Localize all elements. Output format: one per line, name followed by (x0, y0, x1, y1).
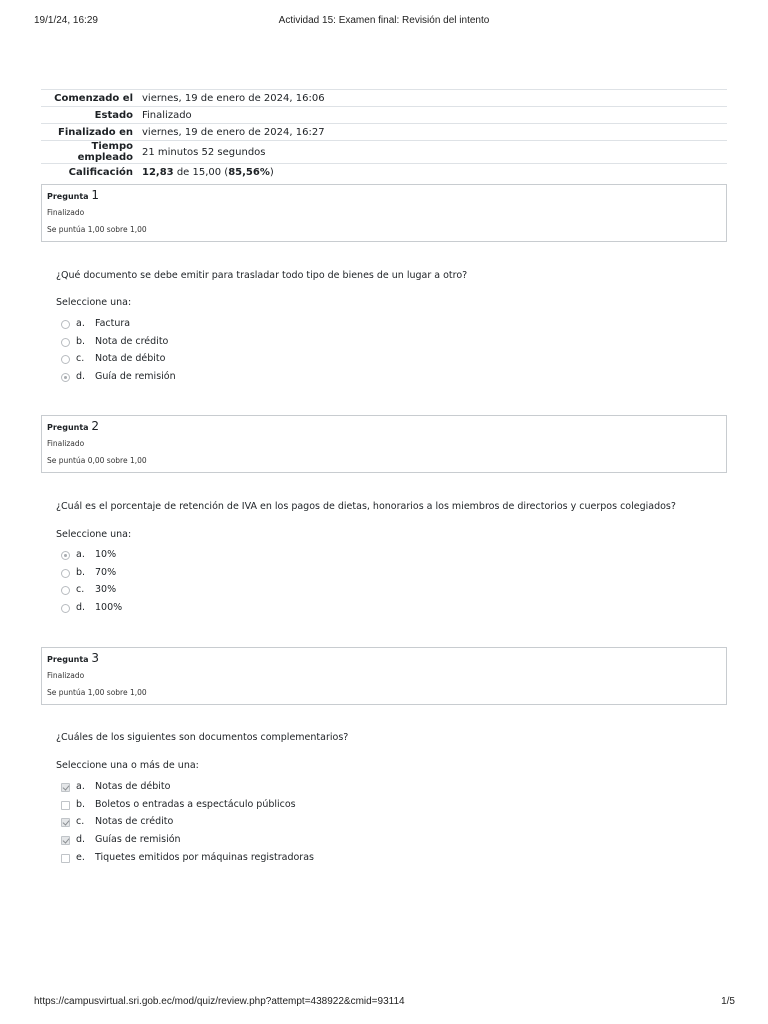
grade-value (142, 164, 727, 181)
grade-score: 12,83 (142, 166, 174, 178)
answer-text: Tiquetes emitidos por máquinas registradoras (95, 851, 314, 863)
question-grade: Se puntúa 1,00 sobre 1,00 (47, 688, 147, 697)
answer-text: Guía de remisión (95, 371, 176, 383)
print-page-number: 1/5 (721, 996, 735, 1007)
answer-letter: c. (76, 353, 85, 365)
summary-row-state (41, 107, 727, 124)
question-2-info (41, 415, 727, 473)
answer-text: Boletos o entradas a espectáculo públicos (95, 798, 296, 810)
question-1-text: ¿Qué documento se debe emitir para trasladar todo tipo de bienes de un lugar a otro? (56, 270, 468, 281)
summary-row-grade (41, 164, 727, 181)
answer-letter: c. (76, 816, 85, 828)
radio-button[interactable] (61, 373, 70, 382)
answer-letter: e. (76, 851, 85, 863)
summary-label: Comenzado el (41, 90, 142, 107)
attempt-summary-table (41, 89, 727, 181)
answer-text: Factura (95, 318, 131, 329)
question-grade: Se puntúa 1,00 sobre 1,00 (47, 225, 147, 234)
question-state: Finalizado (47, 439, 85, 448)
radio-button[interactable] (61, 586, 70, 595)
summary-label: Tiempo empleado (41, 141, 142, 164)
checkbox[interactable] (61, 836, 70, 845)
radio-button[interactable] (61, 355, 70, 364)
summary-label: Estado (41, 107, 142, 124)
answer-letter: c. (76, 584, 85, 596)
summary-value: viernes, 19 de enero de 2024, 16:27 (142, 124, 727, 141)
checkbox[interactable] (61, 783, 70, 792)
question-state: Finalizado (47, 208, 85, 217)
summary-value: Finalizado (142, 107, 727, 124)
question-2-prompt: Seleccione una: (56, 529, 132, 540)
answer-text: 70% (95, 566, 117, 578)
answer-text: Notas de débito (95, 781, 171, 792)
checkbox[interactable] (61, 854, 70, 863)
answer-letter: d. (76, 371, 86, 383)
grade-end: ) (269, 166, 274, 178)
question-1-prompt: Seleccione una: (56, 297, 132, 308)
print-datetime: 19/1/24, 16:29 (34, 15, 98, 26)
question-number (47, 651, 99, 665)
print-header (0, 15, 768, 31)
grade-percent: 85,56% (228, 166, 270, 178)
question-grade: Se puntúa 0,00 sobre 1,00 (47, 456, 147, 465)
print-footer (0, 996, 768, 1012)
question-2-text: ¿Cuál es el porcentaje de retención de IVA en los pagos de dietas, honorarios a los miembros de directorios y cuerpos colegiados? (56, 501, 676, 512)
radio-button[interactable] (61, 338, 70, 347)
summary-row-started (41, 90, 727, 107)
answer-letter: a. (76, 549, 85, 560)
question-label: Pregunta (47, 192, 89, 201)
question-number-value: 2 (91, 419, 100, 433)
grade-mid: de 15,00 ( (173, 166, 229, 178)
answer-letter: b. (76, 335, 86, 347)
question-label: Pregunta (47, 655, 89, 664)
radio-button[interactable] (61, 320, 70, 329)
question-label: Pregunta (47, 423, 89, 432)
answer-text: Nota de débito (95, 353, 166, 365)
summary-label: Calificación (41, 164, 142, 181)
summary-label: Finalizado en (41, 124, 142, 141)
question-3-text: ¿Cuáles de los siguientes son documentos complementarios? (56, 732, 349, 743)
question-number-value: 3 (91, 651, 100, 665)
question-3-info (41, 647, 727, 705)
answer-text: 30% (95, 584, 117, 596)
answer-text: Guías de remisión (95, 834, 181, 846)
print-url: https://campusvirtual.sri.gob.ec/mod/quiz/review.php?attempt=438922&cmid=93114 (34, 996, 405, 1007)
question-3-prompt: Seleccione una o más de una: (56, 760, 199, 771)
answer-letter: a. (76, 781, 85, 792)
print-page-title: Actividad 15: Examen final: Revisión del intento (278, 15, 490, 26)
answer-text: 10% (95, 549, 117, 560)
answer-letter: d. (76, 602, 86, 614)
radio-button[interactable] (61, 551, 70, 560)
answer-letter: d. (76, 834, 86, 846)
answer-letter: b. (76, 798, 86, 810)
checkbox[interactable] (61, 801, 70, 810)
summary-row-finished (41, 124, 727, 141)
question-state: Finalizado (47, 671, 85, 680)
answer-letter: b. (76, 566, 86, 578)
radio-button[interactable] (61, 569, 70, 578)
question-number (47, 188, 99, 202)
question-number-value: 1 (91, 188, 100, 202)
question-number (47, 419, 99, 433)
summary-value: 21 minutos 52 segundos (142, 141, 727, 164)
summary-row-time-taken (41, 141, 727, 164)
checkbox[interactable] (61, 818, 70, 827)
radio-button[interactable] (61, 604, 70, 613)
question-1-info (41, 184, 727, 242)
answer-letter: a. (76, 318, 85, 329)
answer-text: Nota de crédito (95, 335, 169, 347)
summary-value: viernes, 19 de enero de 2024, 16:06 (142, 90, 727, 107)
answer-text: Notas de crédito (95, 816, 174, 828)
answer-text: 100% (95, 602, 123, 614)
